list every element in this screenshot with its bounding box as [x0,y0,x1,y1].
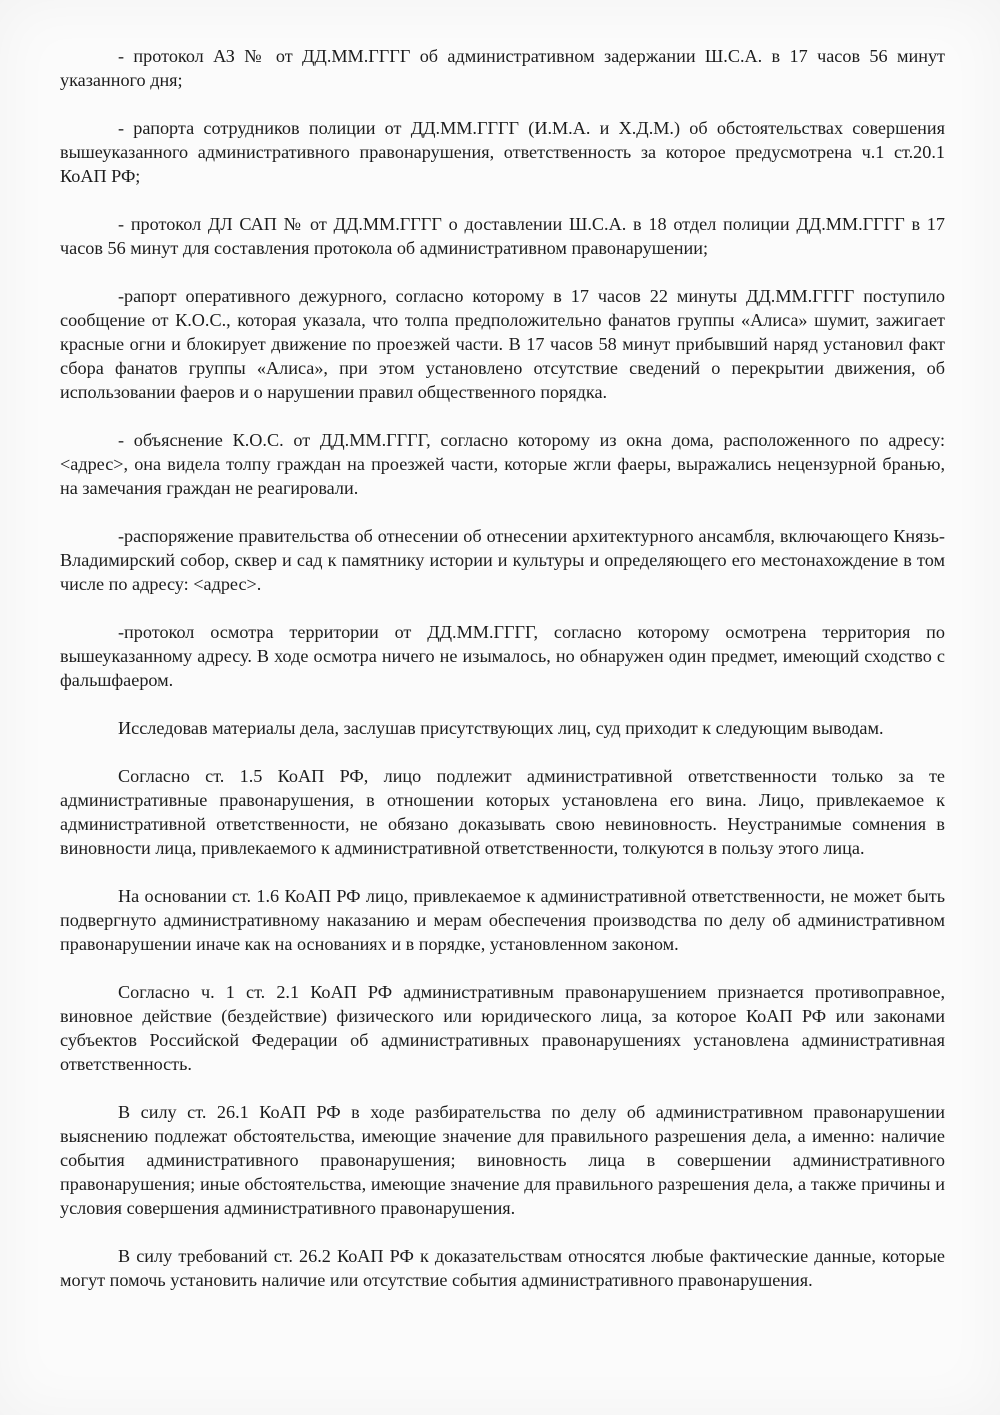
evidence-item-witness-statement: - объяснение К.О.С. от ДД.ММ.ГГГГ, согласно которому из окна дома, расположенного по адресу: <адрес>, она видела толпу граждан на проезжей части, которые жгли фаеры, выражались нецензурной бранью, на замечания граждан не реагировали. [60,430,945,498]
legal-paragraph-article-26-2: В силу требований ст. 26.2 КоАП РФ к доказательствам относятся любые фактические данные, которые могут помочь установить наличие или отсутствие события административного правонарушения. [60,1246,945,1290]
document-body [60,44,945,1292]
legal-paragraph-article-1-6: На основании ст. 1.6 КоАП РФ лицо, привлекаемое к административной ответственности, не может быть подвергнуто административному наказанию и мерам обеспечения производства по делу об административном правонарушении иначе как на основаниях и в порядке, установленном законом. [60,886,945,954]
legal-paragraph-article-26-1: В силу ст. 26.1 КоАП РФ в ходе разбирательства по делу об административном правонарушении выяснению подлежат обстоятельства, имеющие значение для правильного разрешения дела, а именно: наличие события административного правонарушения; виновность лица в совершении административного правонарушения; иные обстоятельства, имеющие значение для правильного разрешения дела, а также причины и условия совершения административного правонарушения. [60,1102,945,1218]
evidence-item-government-order: -распоряжение правительства об отнесении об отнесении архитектурного ансамбля, включающего Князь-Владимирский собор, сквер и сад к памятнику истории и культуры и определяющего его местонахождение в том числе по адресу: <адрес>. [60,526,945,594]
legal-paragraph-article-1-5: Согласно ст. 1.5 КоАП РФ, лицо подлежит административной ответственности только за те административные правонарушения, в отношении которых установлена его вина. Лицо, привлекаемое к административной ответственности, не обязано доказывать свою невиновность. Неустранимые сомнения в виновности лица, привлекаемого к административной ответственности, толкуются в пользу этого лица. [60,766,945,858]
legal-paragraph-article-2-1: Согласно ч. 1 ст. 2.1 КоАП РФ административным правонарушением признается противоправное, виновное действие (бездействие) физического или юридического лица, за которое КоАП РФ или законами субъектов Российской Федерации об административных правонарушениях установлена административная ответственность. [60,982,945,1074]
evidence-item-delivery-protocol: - протокол ДЛ САП № от ДД.ММ.ГГГГ о доставлении Ш.С.А. в 18 отдел полиции ДД.ММ.ГГГГ в 17 часов 56 минут для составления протокола об административном правонарушении; [60,214,945,258]
evidence-item-inspection-protocol: -протокол осмотра территории от ДД.ММ.ГГГГ, согласно которому осмотрена территория по вышеуказанному адресу. В ходе осмотра ничего не изымалось, но обнаружен один предмет, имеющий сходство с фальшфаером. [60,622,945,690]
evidence-item-detention-protocol: - протокол АЗ № от ДД.ММ.ГГГГ об административном задержании Ш.С.А. в 17 часов 56 минут указанного дня; [60,46,945,90]
evidence-item-police-reports: - рапорта сотрудников полиции от ДД.ММ.ГГГГ (И.М.А. и Х.Д.М.) об обстоятельствах совершения вышеуказанного административного правонарушения, ответственность за которое предусмотрена ч.1 ст.20.1 КоАП РФ; [60,118,945,186]
evidence-item-duty-officer-report: -рапорт оперативного дежурного, согласно которому в 17 часов 22 минуты ДД.ММ.ГГГГ поступило сообщение от К.О.С., которая указала, что толпа предположительно фанатов группы «Алиса» шумит, зажигает красные огни и блокирует движение по проезжей части. В 17 часов 58 минут прибывший наряд установил факт сбора фанатов группы «Алиса», при этом установлено отсутствие сведений о перекрытии движения, об использовании фаеров и о нарушении правил общественного порядка. [60,286,945,402]
court-conclusion-intro: Исследовав материалы дела, заслушав присутствующих лиц, суд приходит к следующим выводам. [118,718,884,738]
